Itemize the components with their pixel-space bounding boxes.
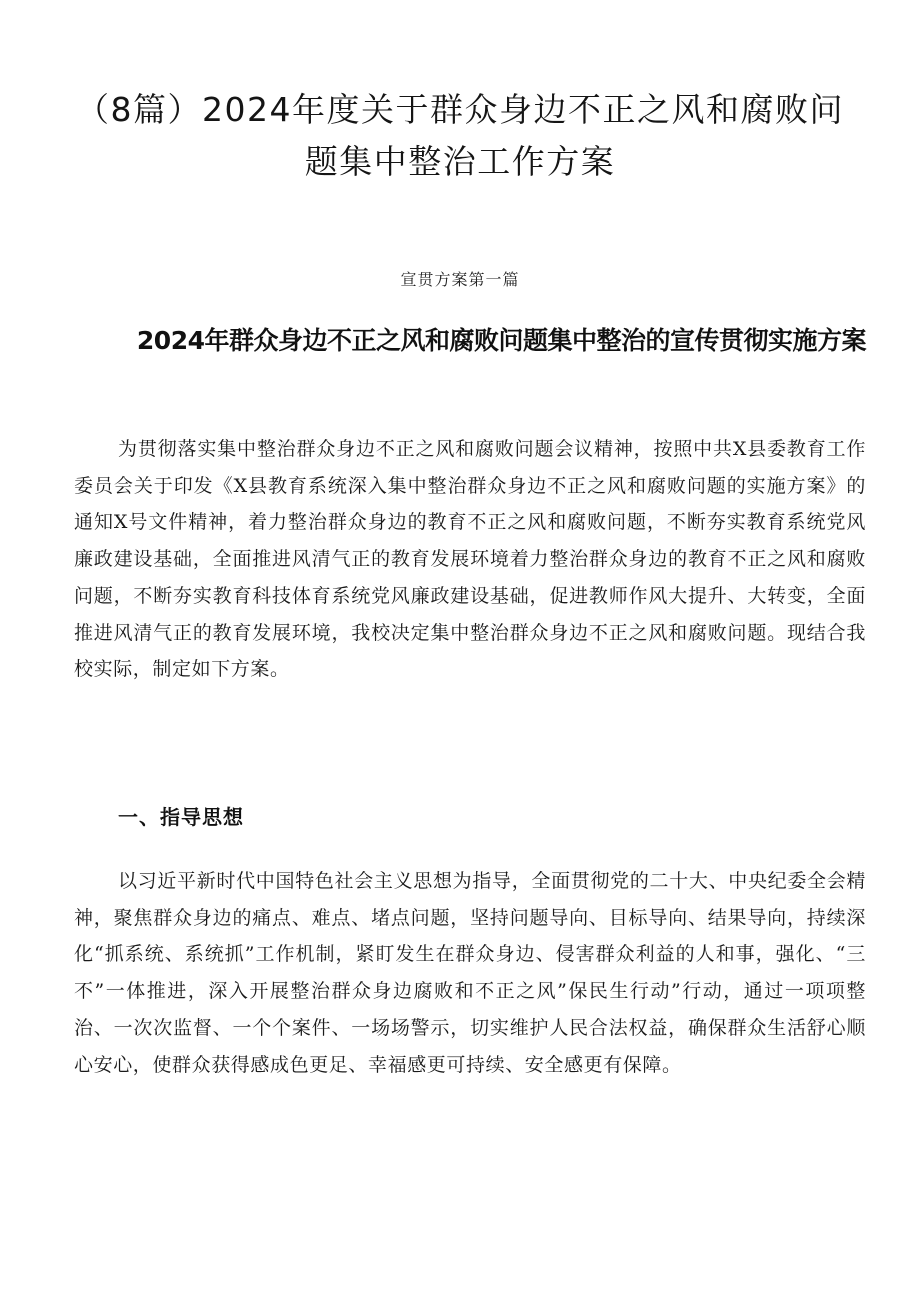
section-label: 宣贯方案第一篇: [400, 270, 520, 289]
plan-subtitle: 2024年群众身边不正之风和腐败问题集中整治的宣传贯彻实施方案: [136, 326, 866, 355]
guiding-ideology-paragraph: 以习近平新时代中国特色社会主义思想为指导，全面贯彻党的二十大、中央纪委全会精神，聚焦群众身边的痛点、难点、堵点问题，坚持问题导向、目标导向、结果导向，持续深化“抓系统、系统抓”工作机制，紧盯发生在群众身边、侵害群众利益的人和事，强化、“三不”一体推进，深入开展整治群众身边腐败和不正之风”保民生行动”行动，通过一项项整治、一次次监督、一个个案件、一场场警示，切实维护人民合法权益，确保群众生活舒心顺心安心，使群众获得感成色更足、幸福感更可持续、安全感更有保障。: [74, 870, 866, 1076]
section-heading-guiding-ideology: 一、指导思想: [118, 805, 244, 829]
intro-paragraph: 为贯彻落实集中整治群众身边不正之风和腐败问题会议精神，按照中共X县委教育工作委员会关于印发《X县教育系统深入集中整治群众身边不正之风和腐败问题的实施方案》的通知X号文件精神，着力整治群众身边的教育不正之风和腐败问题，不断夯实教育系统党风廉政建设基础，全面推进风清气正的教育发展环境着力整治群众身边的教育不正之风和腐败问题，不断夯实教育科技体育系统党风廉政建设基础，促进教师作风大提升、大转变，全面推进风清气正的教育发展环境，我校决定集中整治群众身边不正之风和腐败问题。现结合我校实际，制定如下方案。: [74, 438, 866, 681]
document-title: （8篇）2024年度关于群众身边不正之风和腐败问题集中整治工作方案: [76, 90, 844, 181]
